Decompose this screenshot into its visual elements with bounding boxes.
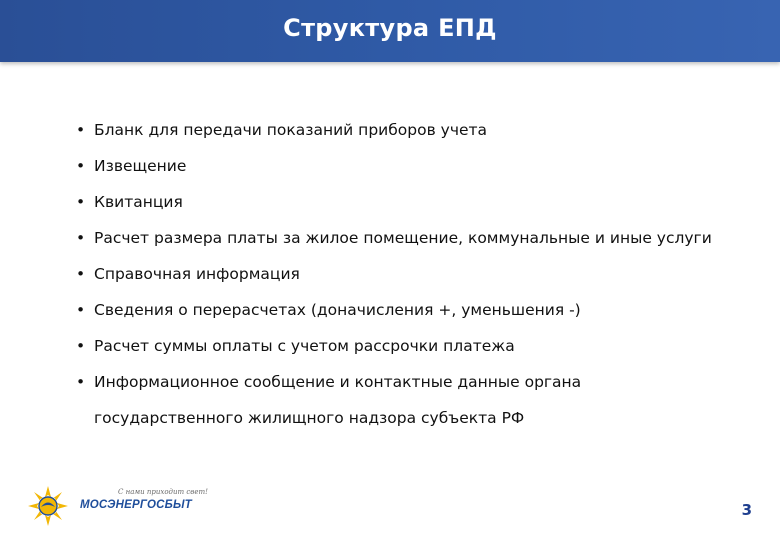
bullet-item: • Квитанция: [74, 184, 734, 220]
bullet-list: [74, 112, 734, 436]
bullet-item: • Информационное сообщение и контактные данные органа государственного жилищного надзора субъекта РФ: [74, 364, 734, 436]
bullet-item: • Справочная информация: [74, 256, 734, 292]
bullet-item: • Расчет суммы оплаты с учетом рассрочки платежа: [74, 328, 734, 364]
bullet-item: • Извещение: [74, 148, 734, 184]
logo-tagline: С нами приходит свет!: [118, 488, 208, 496]
logo-name: МОСЭНЕРГОСБЫТ: [80, 499, 192, 511]
bullet-item: • Сведения о перерасчетах (доначисления +, уменьшения -): [74, 292, 734, 328]
bullet-item: • Расчет размера платы за жилое помещение, коммунальные и иные услуги: [74, 220, 734, 256]
bullet-item: • Бланк для передачи показаний приборов учета: [74, 112, 734, 148]
sun-logo-icon: [26, 484, 70, 528]
slide-title: Структура ЕПД: [283, 14, 497, 42]
slide-header: [0, 0, 780, 62]
company-logo: [26, 478, 226, 530]
page-number: 3: [741, 501, 752, 519]
